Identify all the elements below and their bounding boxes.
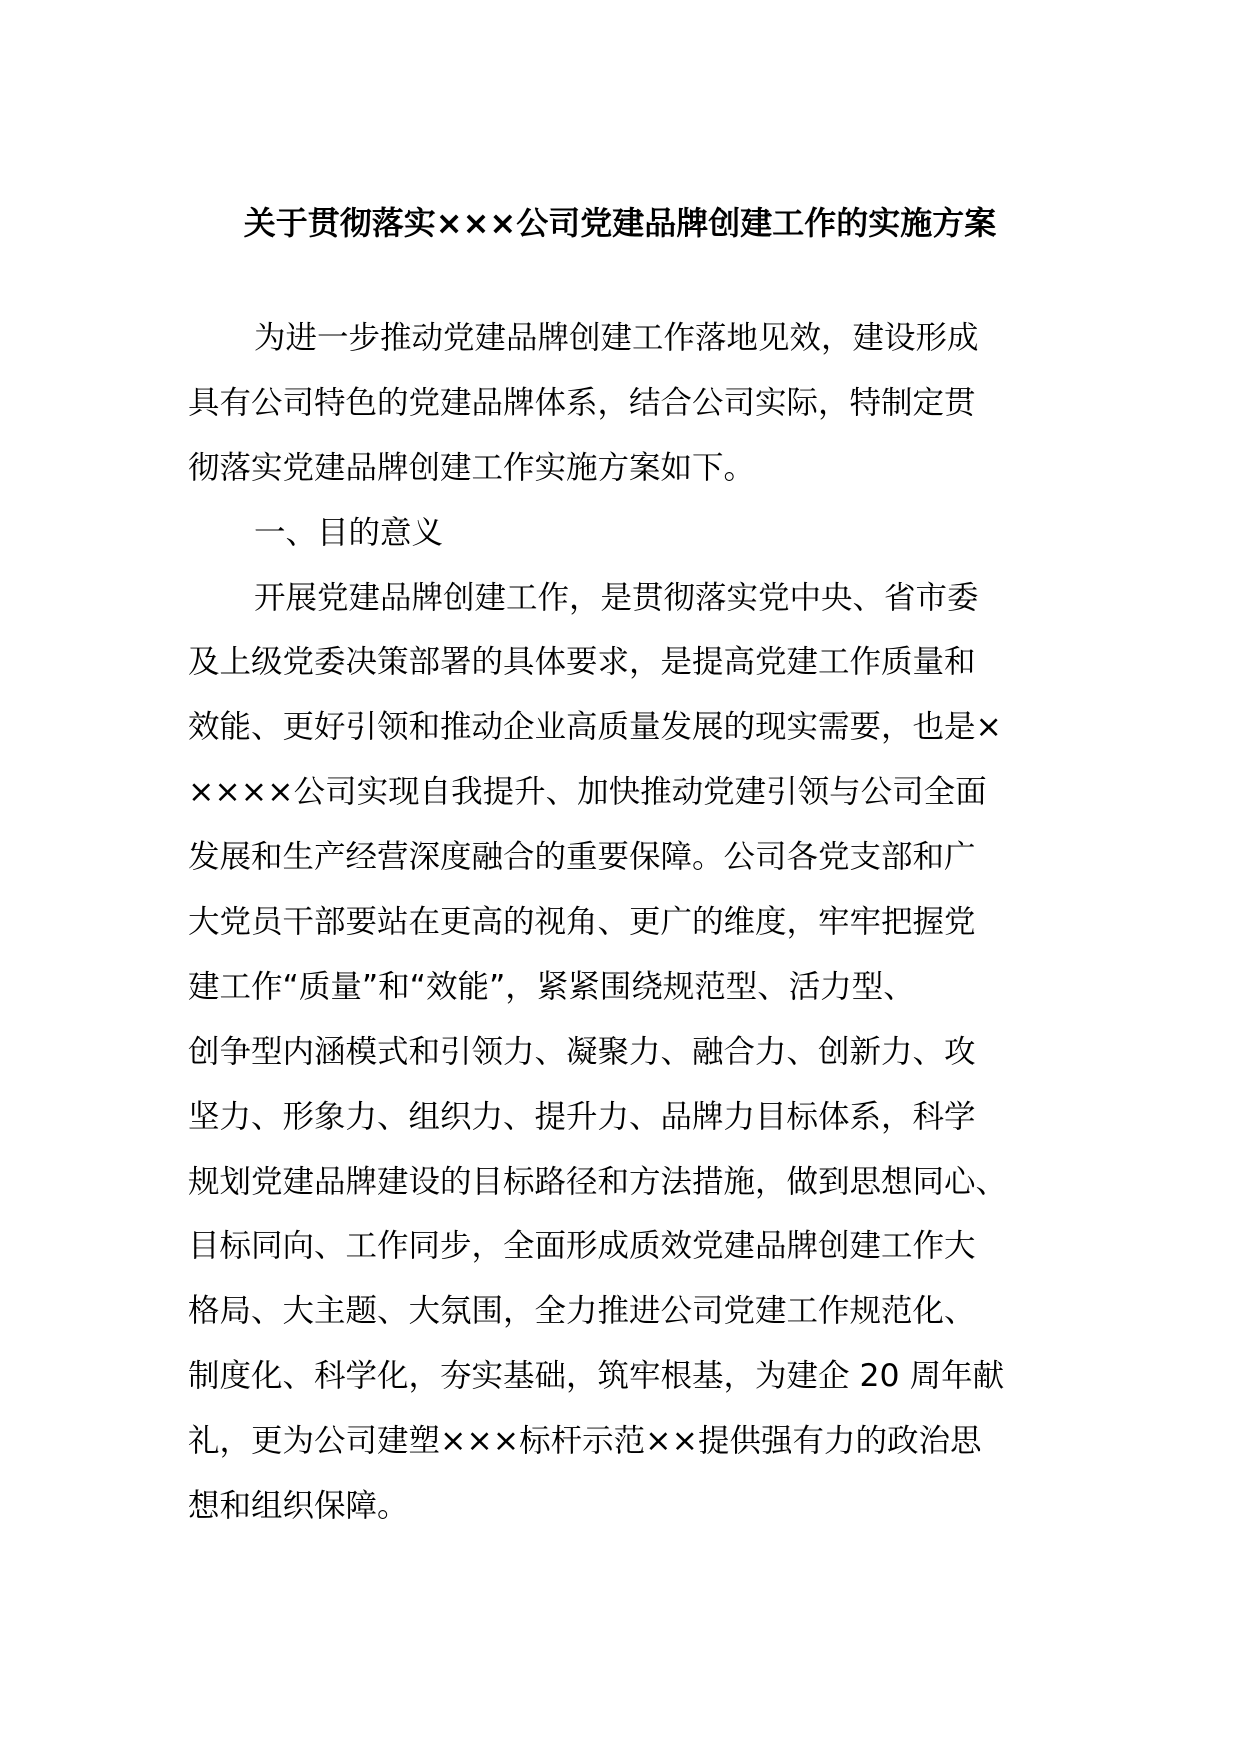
text-line: 开展党建品牌创建工作，是贯彻落实党中央、省市委 [254,579,979,616]
text-line: 建工作“质量”和“效能”，紧紧围绕规范型、活力型、 [188,968,915,1005]
document-title: 关于贯彻落实×××公司党建品牌创建工作的实施方案 [243,204,997,242]
text-line: 规划党建品牌建设的目标路径和方法措施，做到思想同心、 [188,1163,1008,1200]
text-line: 具有公司特色的党建品牌体系，结合公司实际，特制定贯 [188,384,976,421]
text-line: 一、目的意义 [254,514,444,551]
text-line: 发展和生产经营深度融合的重要保障。公司各党支部和广 [188,839,976,876]
text-line: 效能、更好引领和推动企业高质量发展的现实需要，也是× [188,709,1002,746]
document-body [188,306,1068,1539]
text-line: 目标同向、工作同步，全面形成质效党建品牌创建工作大 [188,1228,976,1265]
text-line: 彻落实党建品牌创建工作实施方案如下。 [188,449,756,486]
text-line: 格局、大主题、大氛围，全力推进公司党建工作规范化、 [188,1293,976,1330]
text-line: 想和组织保障。 [188,1488,409,1525]
text-line: 为进一步推动党建品牌创建工作落地见效，建设形成 [254,320,979,356]
text-line: 及上级党委决策部署的具体要求，是提高党建工作质量和 [188,644,976,681]
text-line: ××××公司实现自我提升、加快推动党建引领与公司全面 [188,774,987,811]
text-line: 坚力、形象力、组织力、提升力、品牌力目标体系，科学 [188,1098,976,1135]
text-line: 创争型内涵模式和引领力、凝聚力、融合力、创新力、攻 [188,1033,976,1070]
text-line: 礼，更为公司建塑×××标杆示范××提供强有力的政治思 [188,1423,982,1460]
text-line: 大党员干部要站在更高的视角、更广的维度，牢牢把握党 [188,904,976,941]
text-line: 制度化、科学化，夯实基础，筑牢根基，为建企 20 周年献 [188,1358,1005,1395]
